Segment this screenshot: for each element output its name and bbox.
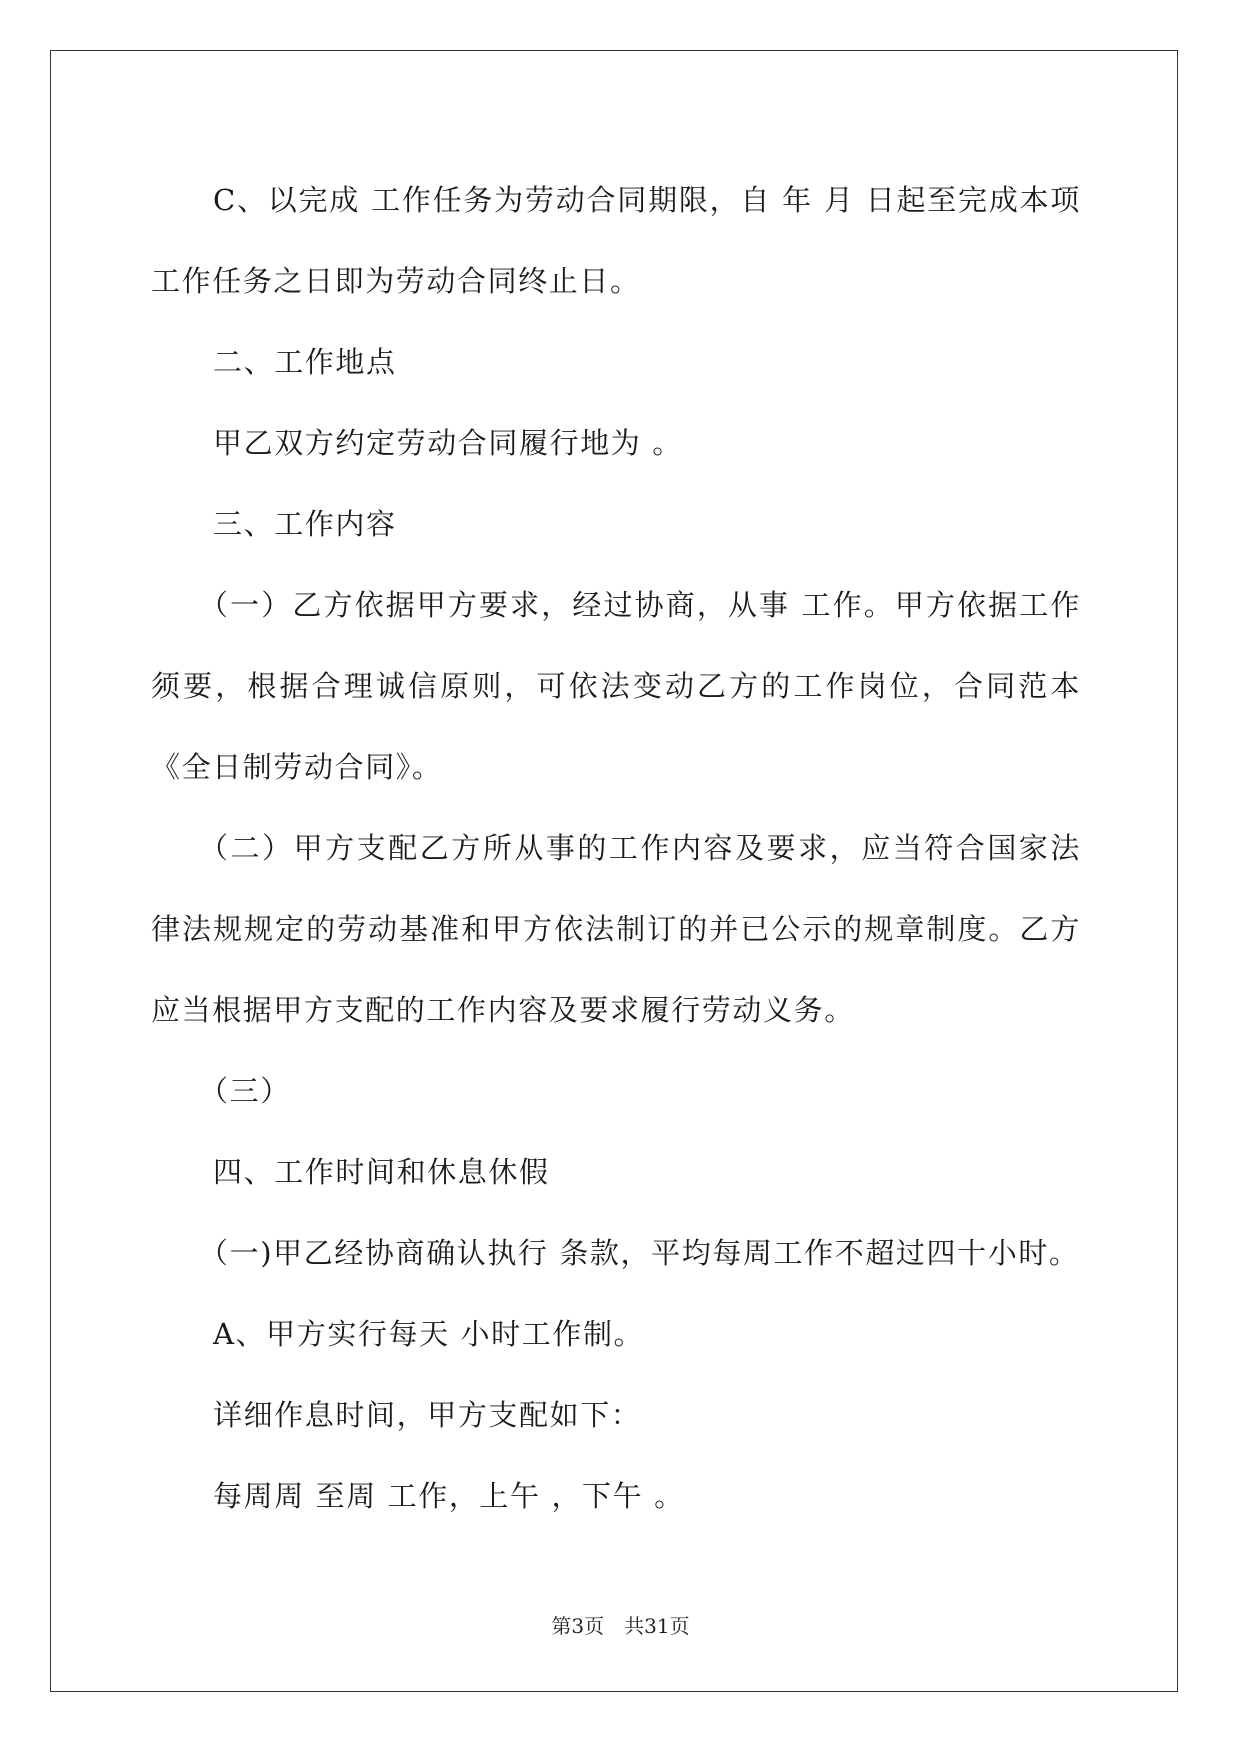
- page-number: 第3页: [551, 1614, 605, 1638]
- heading-work-location: 二、工作地点: [213, 345, 397, 379]
- paragraph-hours-1: （一)甲乙经协商确认执行 条款，平均每周工作不超过四十小时。: [199, 1236, 1080, 1270]
- page-total: 共31页: [624, 1614, 690, 1638]
- paragraph-work-location: 甲乙双方约定劳动合同履行地为 。: [213, 426, 683, 460]
- paragraph-term-c: C、以完成 工作任务为劳动合同期限，自 年 月 日起至完成本项工作任务之日即为劳动合同终止日。: [151, 183, 1081, 298]
- page-footer: [0, 1610, 1241, 1639]
- paragraph-content-3: （三）: [199, 1074, 291, 1108]
- paragraph-hours-a: A、甲方实行每天 小时工作制。: [213, 1317, 645, 1351]
- heading-work-hours: 四、工作时间和休息休假: [213, 1155, 550, 1189]
- paragraph-content-1: （一）乙方依据甲方要求，经过协商，从事 工作。甲方依据工作须要，根据合理诚信原则，可依法变动乙方的工作岗位，合同范本《全日制劳动合同》。: [151, 588, 1081, 784]
- heading-work-content: 三、工作内容: [213, 507, 397, 541]
- paragraph-schedule-intro: 详细作息时间，甲方支配如下：: [213, 1398, 642, 1432]
- paragraph-content-2: （二）甲方支配乙方所从事的工作内容及要求，应当符合国家法律法规规定的劳动基准和甲方依法制订的并已公示的规章制度。乙方应当根据甲方支配的工作内容及要求履行劳动义务。: [151, 831, 1081, 1027]
- paragraph-schedule: 每周周 至周 工作，上午 ，下午 。: [213, 1479, 685, 1513]
- document-body: [151, 160, 1081, 1537]
